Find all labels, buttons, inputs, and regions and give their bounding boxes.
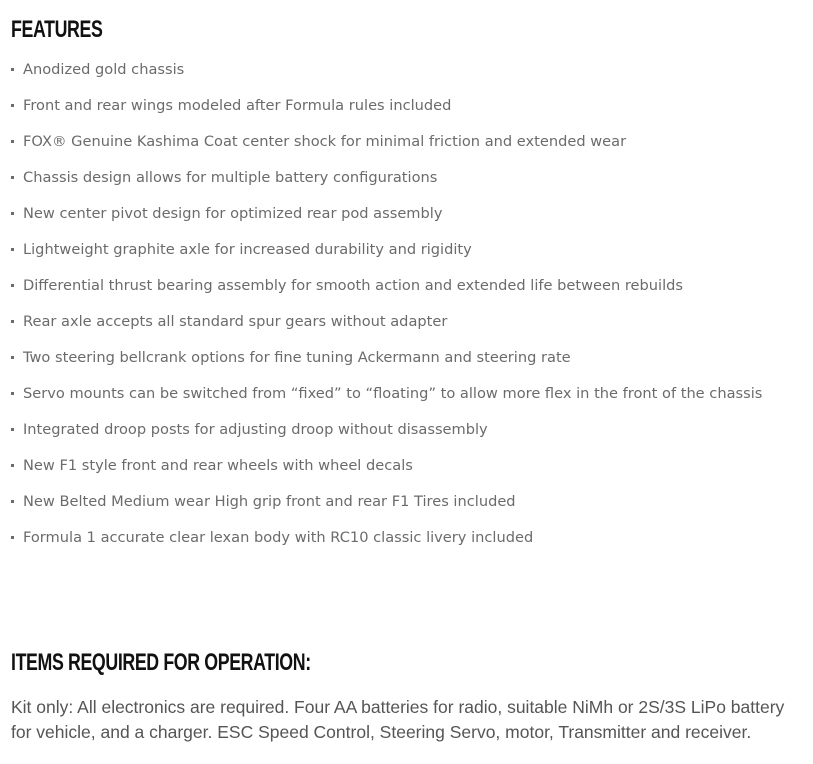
feature-text: Lightweight graphite axle for increased durability and rigidity: [23, 241, 472, 258]
feature-text: Formula 1 accurate clear lexan body with RC10 classic livery included: [23, 529, 534, 546]
list-item: [11, 376, 762, 412]
feature-text: Chassis design allows for multiple battery configurations: [23, 169, 438, 186]
feature-text: Integrated droop posts for adjusting droop without disassembly: [23, 421, 488, 438]
list-item: [11, 448, 762, 484]
bullet-icon: [11, 428, 14, 431]
feature-text: FOX® Genuine Kashima Coat center shock for minimal friction and extended wear: [23, 133, 627, 150]
items-required-text: Kit only: All electronics are required. Four AA batteries for radio, suitable NiMh or 2S/3S LiPo battery for vehicle, and a charger. ESC Speed Control, Steering Servo, motor, Transmitter and receiver.: [11, 697, 785, 742]
list-item: [11, 52, 762, 88]
list-item: [11, 124, 762, 160]
feature-text: Rear axle accepts all standard spur gears without adapter: [23, 313, 448, 330]
list-item: [11, 268, 762, 304]
bullet-icon: [11, 176, 14, 179]
features-list: [11, 52, 762, 556]
feature-text: Differential thrust bearing assembly for smooth action and extended life between rebuilds: [23, 277, 684, 294]
bullet-icon: [11, 356, 14, 359]
list-item: [11, 232, 762, 268]
list-item: [11, 196, 762, 232]
bullet-icon: [11, 284, 14, 287]
list-item: [11, 520, 762, 556]
bullet-icon: [11, 320, 14, 323]
list-item: [11, 340, 762, 376]
list-item: [11, 412, 762, 448]
feature-text: Servo mounts can be switched from “fixed” to “floating” to allow more flex in the front of the chassis: [23, 385, 763, 402]
bullet-icon: [11, 500, 14, 503]
bullet-icon: [11, 140, 14, 143]
bullet-icon: [11, 68, 14, 71]
bullet-icon: [11, 464, 14, 467]
bullet-icon: [11, 392, 14, 395]
bullet-icon: [11, 248, 14, 251]
features-heading: FEATURES: [11, 16, 103, 43]
bullet-icon: [11, 212, 14, 215]
feature-text: New F1 style front and rear wheels with wheel decals: [23, 457, 413, 474]
bullet-icon: [11, 104, 14, 107]
list-item: [11, 88, 762, 124]
bullet-icon: [11, 536, 14, 539]
feature-text: Anodized gold chassis: [23, 61, 185, 78]
feature-text: New center pivot design for optimized rear pod assembly: [23, 205, 443, 222]
feature-text: Front and rear wings modeled after Formula rules included: [23, 97, 452, 114]
feature-text: Two steering bellcrank options for fine tuning Ackermann and steering rate: [23, 349, 571, 366]
feature-text: New Belted Medium wear High grip front and rear F1 Tires included: [23, 493, 516, 510]
items-required-heading: ITEMS REQUIRED FOR OPERATION:: [11, 649, 311, 676]
list-item: [11, 484, 762, 520]
list-item: [11, 304, 762, 340]
list-item: [11, 160, 762, 196]
